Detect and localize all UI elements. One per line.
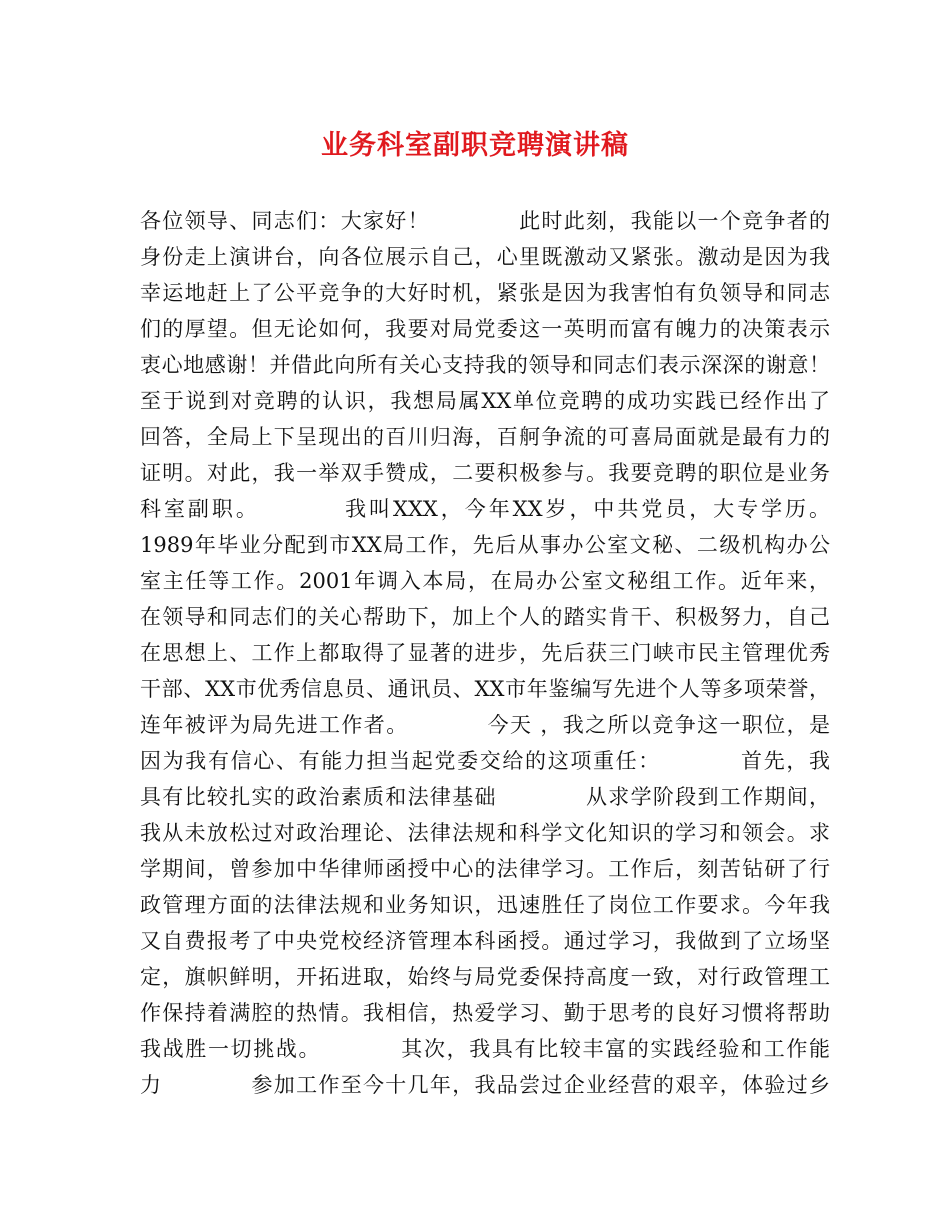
body-line: 我从未放松过对政治理论、法律法规和科学文化知识的学习和领会。求 (140, 821, 830, 845)
body-line: 作保持着满腔的热情。我相信，热爱学习、勤于思考的良好习惯将帮助 (140, 1001, 830, 1025)
body-line: 定，旗帜鲜明，开拓进取，始终与局党委保持高度一致，对行政管理工 (140, 965, 830, 989)
body-line: 各位领导、同志们：大家好！ 此时此刻，我能以一个竞争者的 (140, 209, 830, 233)
body-line: 身份走上演讲台，向各位展示自己，心里既激动又紧张。激动是因为我 (140, 245, 830, 269)
body-line: 政管理方面的法律法规和业务知识，迅速胜任了岗位工作要求。今年我 (140, 893, 830, 917)
body-line: 1989年毕业分配到市XX局工作，先后从事办公室文秘、二级机构办公 (140, 533, 830, 557)
body-line: 证明。对此，我一举双手赞成，二要积极参与。我要竞聘的职位是业务 (140, 461, 830, 485)
body-line: 们的厚望。但无论如何，我要对局党委这一英明而富有魄力的决策表示 (140, 317, 830, 341)
body-line: 连年被评为局先进工作者。 今天 ，我之所以竞争这一职位，是 (140, 713, 830, 737)
document-title: 业务科室副职竞聘演讲稿 (321, 130, 629, 161)
body-line: 科室副职。 我叫XXX，今年XX岁，中共党员，大专学历。 (140, 497, 830, 521)
body-line: 学期间，曾参加中华律师函授中心的法律学习。工作后，刻苦钻研了行 (140, 857, 830, 881)
body-line: 具有比较扎实的政治素质和法律基础 从求学阶段到工作期间， (140, 785, 830, 809)
body-line: 衷心地感谢！并借此向所有关心支持我的领导和同志们表示深深的谢意！ (140, 353, 830, 377)
body-line: 干部、XX市优秀信息员、通讯员、XX市年鉴编写先进个人等多项荣誉， (140, 677, 830, 701)
body-line: 在思想上、工作上都取得了显著的进步，先后获三门峡市民主管理优秀 (140, 641, 830, 665)
body-line: 力 参加工作至今十几年，我品尝过企业经营的艰辛，体验过乡 (140, 1073, 830, 1097)
body-line: 至于说到对竞聘的认识，我想局属XX单位竞聘的成功实践已经作出了 (140, 389, 830, 413)
body-line: 又自费报考了中央党校经济管理本科函授。通过学习，我做到了立场坚 (140, 929, 830, 953)
body-line: 因为我有信心、有能力担当起党委交给的这项重任： 首先，我 (140, 749, 830, 773)
body-line: 我战胜一切挑战。 其次，我具有比较丰富的实践经验和工作能 (140, 1037, 830, 1061)
body-line: 室主任等工作。2001年调入本局，在局办公室文秘组工作。近年来， (140, 569, 830, 593)
body-line: 在领导和同志们的关心帮助下，加上个人的踏实肯干、积极努力，自己 (140, 605, 830, 629)
body-line: 回答，全局上下呈现出的百川归海，百舸争流的可喜局面就是最有力的 (140, 425, 830, 449)
body-line: 幸运地赶上了公平竞争的大好时机，紧张是因为我害怕有负领导和同志 (140, 281, 830, 305)
document-body (140, 203, 830, 1103)
